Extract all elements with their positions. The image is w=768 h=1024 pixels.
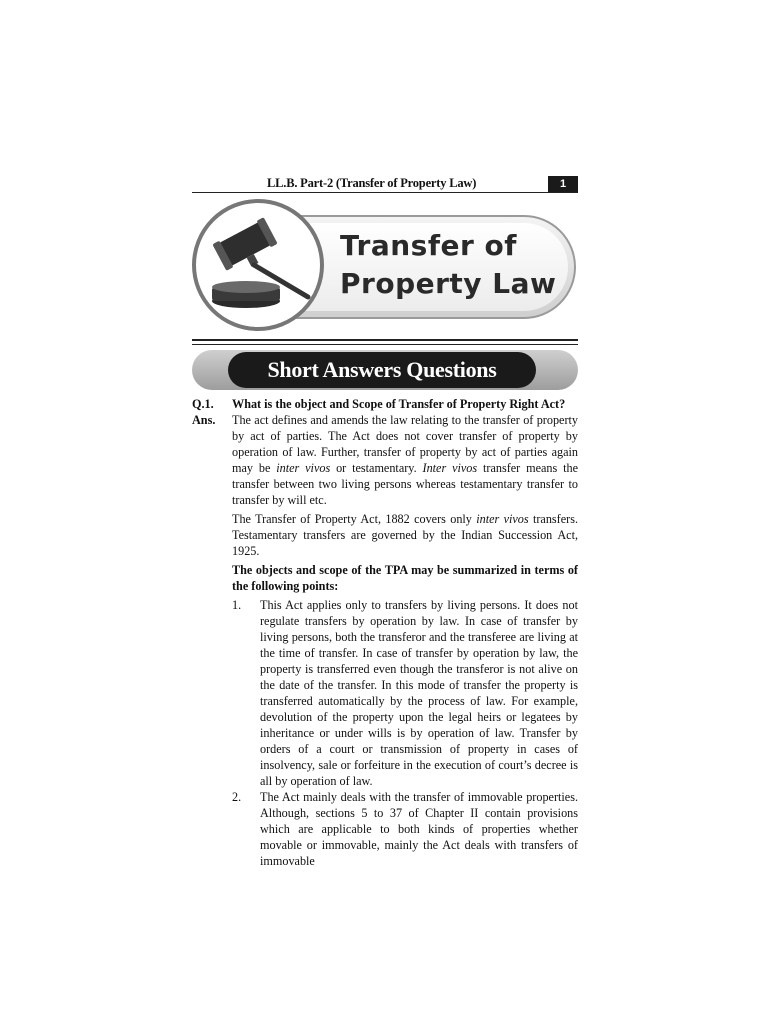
list-item-text: The Act mainly deals with the transfer of immovable properties. Although, sections 5 to 37 of Chapter II contain provisions which are applicable to both kinds of properties whether movable or immovable, mainly the Act deals with transfers of immovable	[260, 790, 578, 868]
section-bar	[192, 350, 578, 390]
double-rule	[192, 339, 578, 345]
list-item-text: This Act applies only to transfers by living persons. It does not regulate transfers by operation by law. In case of transfer by living persons, both the transferor and the transferee are living at the time of transfer. In case of transfer by operation by law, the property is transferred even though the transferor is not alive on the date of the transfer. In this mode of transfer the property is transferred automatically by the process of law. For example, devolution of the property upon the legal heirs or legatees by inheritance or under wills is by operation of law. Transfer by orders of a court or transmission of property in cases of insolvency, sale or forfeiture in the execution of court’s decree is all by operation of law.	[260, 598, 578, 788]
chapter-title-line2: Property Law	[340, 267, 557, 300]
list-item-number: 2.	[232, 790, 242, 804]
list-item	[232, 789, 578, 869]
list-item	[232, 597, 578, 789]
chapter-title	[340, 227, 556, 303]
running-title: LL.B. Part-2 (Transfer of Property Law)	[267, 176, 477, 190]
gavel-icon	[196, 203, 320, 327]
answer-row	[192, 412, 578, 508]
question-text: What is the object and Scope of Transfer of Property Right Act?	[232, 397, 566, 411]
question-answer	[192, 396, 578, 869]
question-label: Q.1.	[192, 397, 214, 411]
gavel-circle	[192, 199, 324, 331]
question-row	[192, 396, 578, 412]
page-number: 1	[548, 176, 578, 192]
answer-label: Ans.	[192, 413, 216, 427]
running-header	[192, 170, 578, 193]
section-title: Short Answers Questions	[228, 352, 536, 388]
chapter-title-line1: Transfer of	[340, 229, 517, 262]
chapter-banner	[192, 199, 578, 331]
list-item-number: 1.	[232, 598, 242, 612]
answer-paragraph-2: The Transfer of Property Act, 1882 covers only inter vivos transfers. Testamentary transfers are governed by the Indian Succession Act, 1925.	[232, 512, 578, 558]
answer-paragraph-1: The act defines and amends the law relating to the transfer of property by act of parties. The Act does not cover transfer of property by operation of law. Further, transfer of property by act of parties again may be inter vivos or testamentary. Inter vivos transfer means the transfer between two living persons whereas testamentary transfer to transfer by will etc.	[232, 413, 579, 507]
answer-points-heading: The objects and scope of the TPA may be summarized in terms of the following points:	[232, 563, 578, 593]
document-page	[192, 170, 578, 869]
